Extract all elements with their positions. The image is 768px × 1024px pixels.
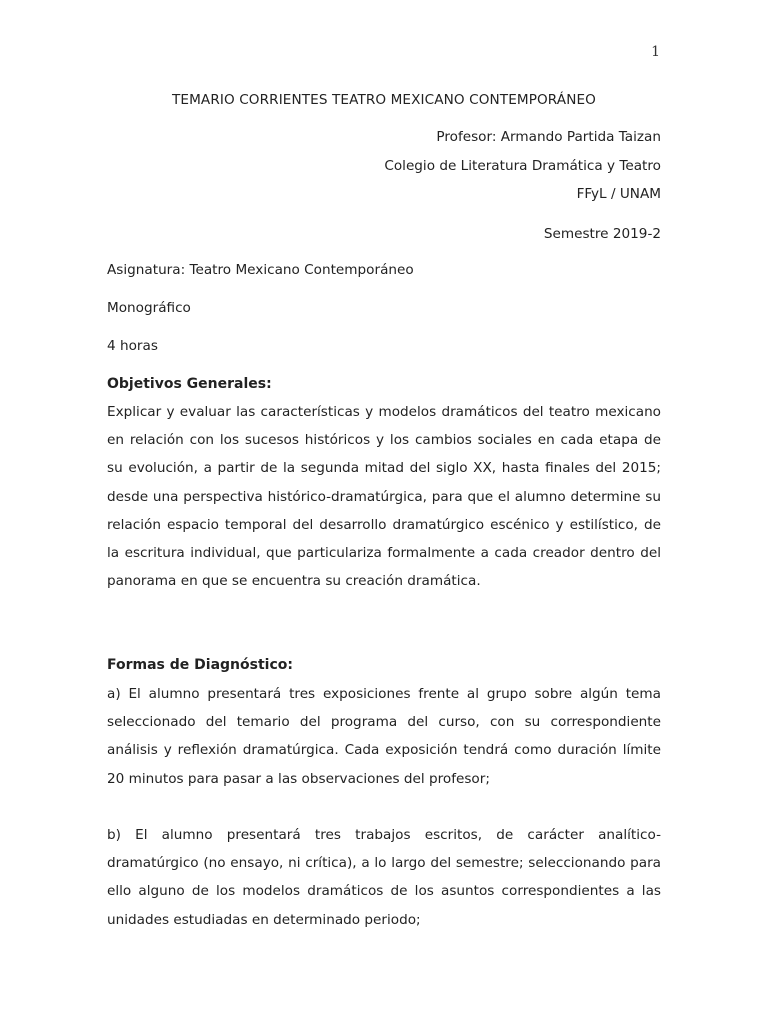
faculty-line: FFyL / UNAM: [576, 186, 661, 202]
page-number: 1: [651, 44, 660, 60]
course-type-line: Monográfico: [107, 300, 191, 316]
semester-line: Semestre 2019-2: [543, 226, 661, 242]
diagnostic-item-a: a) El alumno presentará tres exposiciones frente al grupo sobre algún tema seleccionado del temario del programa del curso, con su correspondiente análisis y reflexión dramatúrgica. Cada exposición tendrá como duración límite 20 minutos para pasar a las observaciones del profesor;: [107, 686, 661, 787]
hours-line: 4 horas: [107, 338, 158, 354]
diagnostics-heading: Formas de Diagnóstico:: [107, 657, 293, 673]
subject-line: Asignatura: Teatro Mexicano Contemporáneo: [107, 262, 414, 278]
objectives-heading: Objetivos Generales:: [107, 376, 272, 392]
document-title: TEMARIO CORRIENTES TEATRO MEXICANO CONTEMPORÁNEO: [172, 92, 596, 108]
objectives-paragraph: Explicar y evaluar las características y modelos dramáticos del teatro mexicano en relación con los sucesos históricos y los cambios sociales en cada etapa de su evolución, a partir de la segunda mitad del siglo XX, hasta finales del 2015; desde una perspectiva histórico-dramatúrgica, para que el alumno determine su relación espacio temporal del desarrollo dramatúrgico escénico y estilístico, de la escritura individual, que particulariza formalmente a cada creador dentro del panorama en que se encuentra su creación dramática.: [107, 404, 661, 590]
college-line: Colegio de Literatura Dramática y Teatro: [384, 158, 661, 174]
diagnostic-item-b: b) El alumno presentará tres trabajos escritos, de carácter analítico-dramatúrgico (no ensayo, ni crítica), a lo largo del semestre; seleccionando para ello alguno de los modelos dramáticos de los asuntos correspondientes a las unidades estudiadas en determinado periodo;: [107, 827, 661, 928]
professor-line: Profesor: Armando Partida Taizan: [436, 129, 661, 145]
